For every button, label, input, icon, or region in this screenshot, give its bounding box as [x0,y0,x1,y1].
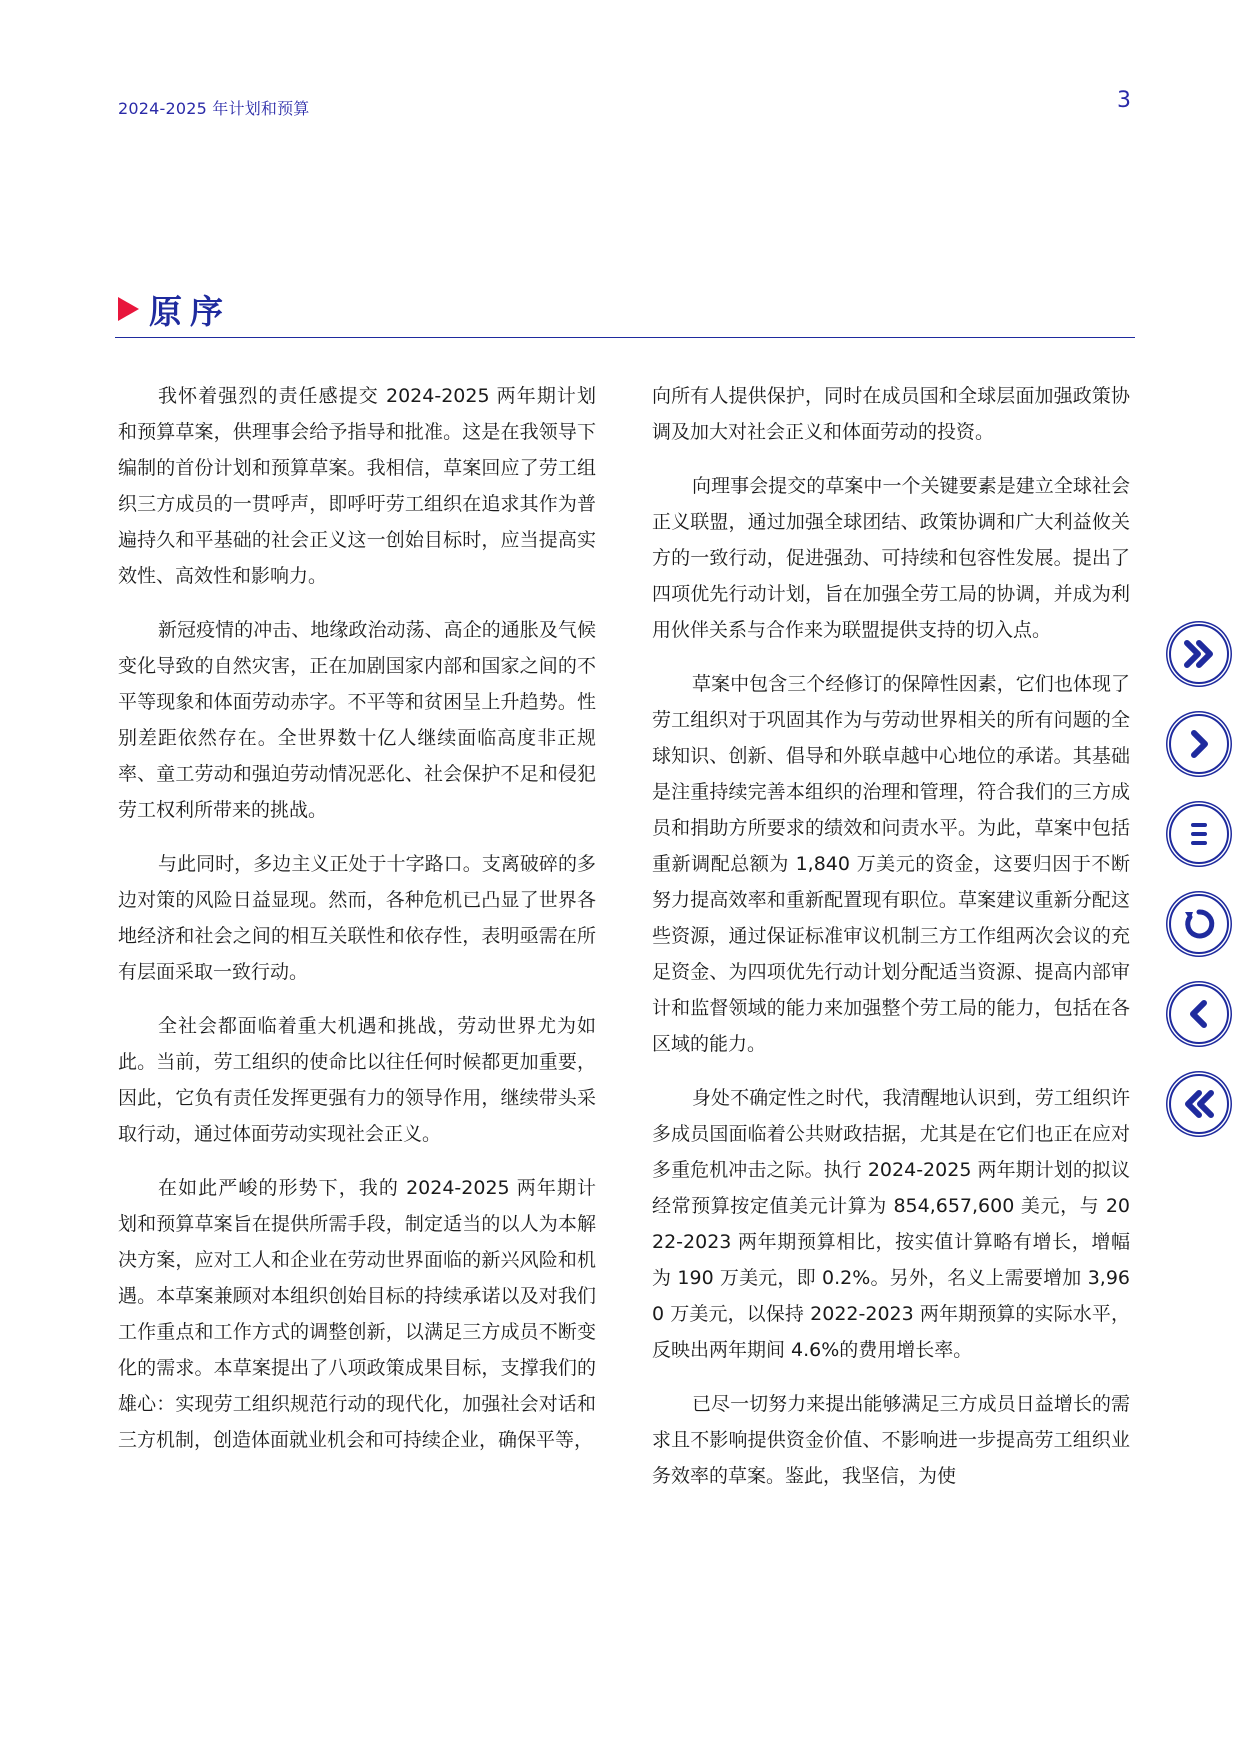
paragraph: 草案中包含三个经修订的保障性因素，它们也体现了劳工组织对于巩固其作为与劳动世界相关的所有问题的全球知识、创新、倡导和外联卓越中心地位的承诺。其基础是注重持续完善本组织的治理和管理，符合我们的三方成员和捐助方所要求的绩效和问责水平。为此，草案中包括重新调配总额为 1,840 万美元的资金，这要归因于不断努力提高效率和重新配置现有职位。草案建议重新分配这些资源，通过保证标准审议机制三方工作组两次会议的充足资金、为四项优先行动计划分配适当资源、提高内部审计和监督领域的能力来加强整个劳工局的能力，包括在各区域的能力。 [652,673,1130,1055]
menu-icon [1179,814,1219,854]
section-title: 原序 [149,291,231,331]
paragraph: 全社会都面临着重大机遇和挑战，劳动世界尤为如此。当前，劳工组织的使命比以往任何时候都更加重要，因此，它负有责任发挥更强有力的领导作用，继续带头采取行动，通过体面劳动实现社会正义。 [118,1015,596,1145]
previous-page-button[interactable] [1169,984,1229,1044]
paragraph: 向所有人提供保护，同时在成员国和全球层面加强政策协调及加大对社会正义和体面劳动的投资。 [652,385,1130,443]
right-column [652,378,1130,1512]
double-chevron-right-icon [1179,634,1219,674]
section-divider [115,337,1135,338]
page-number: 3 [1117,88,1131,113]
rotate-back-icon [1179,904,1219,944]
triangle-marker-icon [118,297,139,321]
paragraph: 新冠疫情的冲击、地缘政治动荡、高企的通胀及气候变化导致的自然灾害，正在加剧国家内部和国家之间的不平等现象和体面劳动赤字。不平等和贫困呈上升趋势。性别差距依然存在。全世界数十亿人继续面临高度非正规率、童工劳动和强迫劳动情况恶化、社会保护不足和侵犯劳工权利所带来的挑战。 [118,619,596,821]
paragraph: 身处不确定性之时代，我清醒地认识到，劳工组织许多成员国面临着公共财政拮据，尤其是在它们也正在应对多重危机冲击之际。执行 2024-2025 两年期计划的拟议经常预算按定值美元计算为 854,657,600 美元，与 2022-2023 两年期预算相比，按实值计算略有增长，增幅为 190 万美元，即 0.2%。另外，名义上需要增加 3,960 万美元，以保持 2022-2023 两年期预算的实际水平，反映出两年期间 4.6%的费用增长率。 [652,1087,1130,1361]
first-page-button[interactable] [1169,1074,1229,1134]
paragraph: 已尽一切努力来提出能够满足三方成员日益增长的需求且不影响提供资金价值、不影响进一步提高劳工组织业务效率的草案。鉴此，我坚信，为使 [652,1393,1130,1487]
chevron-right-icon [1179,724,1219,764]
paragraph: 与此同时，多边主义正处于十字路口。支离破碎的多边对策的风险日益显现。然而，各种危机已凸显了世界各地经济和社会之间的相互关联性和依存性，表明亟需在所有层面采取一致行动。 [118,853,596,983]
double-chevron-left-icon [1179,1084,1219,1124]
section-heading [118,287,231,331]
paragraph: 在如此严峻的形势下，我的 2024-2025 两年期计划和预算草案旨在提供所需手段，制定适当的以人为本解决方案，应对工人和企业在劳动世界面临的新兴风险和机遇。本草案兼顾对本组织创始目标的持续承诺以及对我们工作重点和工作方式的调整创新，以满足三方成员不断变化的需求。本草案提出了八项政策成果目标，支撑我们的雄心：实现劳工组织规范行动的现代化，加强社会对话和三方机制，创造体面就业机会和可持续企业，确保平等， [118,1177,596,1451]
paragraph: 向理事会提交的草案中一个关键要素是建立全球社会正义联盟，通过加强全球团结、政策协调和广大利益攸关方的一致行动，促进强劲、可持续和包容性发展。提出了四项优先行动计划，旨在加强全劳工局的协调，并成为利用伙伴关系与合作来为联盟提供支持的切入点。 [652,475,1130,641]
back-button[interactable] [1169,894,1229,954]
paragraph: 我怀着强烈的责任感提交 2024-2025 两年期计划和预算草案，供理事会给予指导和批准。这是在我领导下编制的首份计划和预算草案。我相信，草案回应了劳工组织三方成员的一贯呼声，即呼吁劳工组织在追求其作为普遍持久和平基础的社会正义这一创始目标时，应当提高实效性、高效性和影响力。 [118,385,596,587]
chevron-left-icon [1179,994,1219,1034]
running-head-title: 2024-2025 年计划和预算 [118,99,310,118]
next-page-button[interactable] [1169,714,1229,774]
left-column [118,378,596,1476]
last-page-button[interactable] [1169,624,1229,684]
menu-button[interactable] [1169,804,1229,864]
